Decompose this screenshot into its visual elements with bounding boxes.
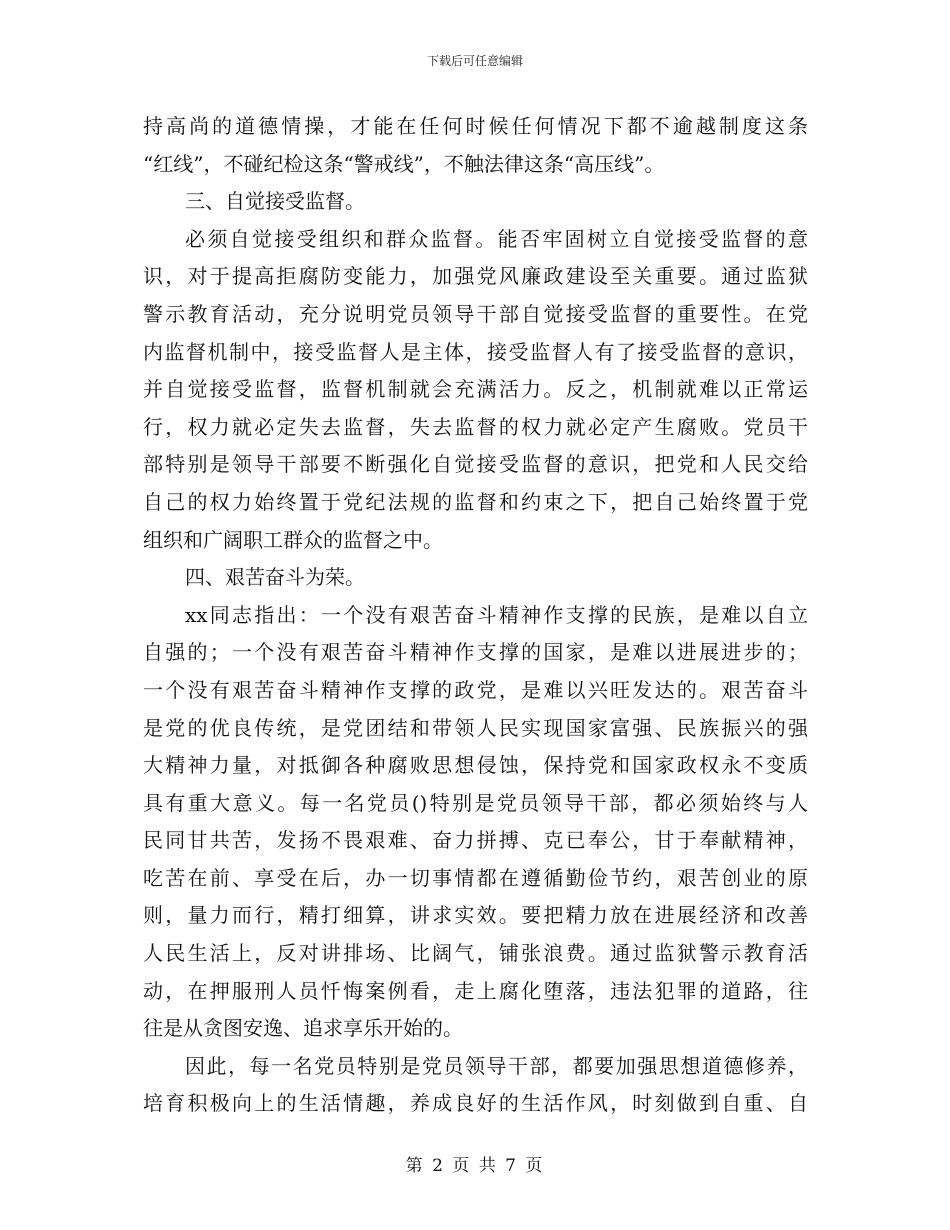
text-line: 吃苦在前、享受在后，办一切事情都在遵循勤俭节约，艰苦创业的原	[143, 865, 808, 890]
text-line: 三、自觉接受监督。	[185, 189, 365, 214]
text-line: 四、艰苦奋斗为荣。	[185, 565, 365, 590]
text-line: 人民生活上，反对讲排场、比阔气，铺张浪费。通过监狱警示教育活	[143, 941, 808, 966]
text-line: 自强的；一个没有艰苦奋斗精神作支撑的国家，是难以进展进步的；	[143, 640, 808, 665]
text-line: 一个没有艰苦奋斗精神作支撑的政党，是难以兴旺发达的。艰苦奋斗	[143, 677, 808, 702]
text-line: 组织和广阔职工群众的监督之中。	[143, 527, 443, 552]
text-line: 培育积极向上的生活情趣，养成良好的生活作风，时刻做到自重、自	[143, 1091, 808, 1116]
text-line: 往是从贪图安逸、追求享乐开始的。	[143, 1016, 463, 1041]
text-line: 动，在押服刑人员忏悔案例看，走上腐化堕落，违法犯罪的道路，往	[143, 978, 808, 1003]
text-line: “红线”，不碰纪检这条“警戒线”，不触法律这条“高压线”。	[143, 151, 665, 176]
text-line: 是党的优良传统，是党团结和带领人民实现国家富强、民族振兴的强	[143, 715, 808, 740]
text-line: 行，权力就必定失去监督，失去监督的权力就必定产生腐败。党员干	[143, 414, 808, 439]
page-header-note: 下载后可任意编辑	[426, 54, 523, 68]
document-body	[143, 108, 808, 1123]
page-number-footer: 第 2 页 共 7 页	[405, 1156, 545, 1176]
text-line: xx同志指出：一个没有艰苦奋斗精神作支撑的民族，是难以自立	[185, 602, 808, 627]
text-line: 警示教育活动，充分说明党员领导干部自觉接受监督的重要性。在党	[143, 301, 808, 326]
text-line: 因此，每一名党员特别是党员领导干部，都要加强思想道德修养，	[185, 1053, 808, 1078]
text-line: 自己的权力始终置于党纪法规的监督和约束之下，把自己始终置于党	[143, 489, 808, 514]
text-line: 部特别是领导干部要不断强化自觉接受监督的意识，把党和人民交给	[143, 452, 808, 477]
text-line: 民同甘共苦，发扬不畏艰难、奋力拼搏、克已奉公，甘于奉献精神，	[143, 828, 808, 853]
text-line: 大精神力量，对抵御各种腐败思想侵蚀，保持党和国家政权永不变质	[143, 753, 808, 778]
text-line: 必须自觉接受组织和群众监督。能否牢固树立自觉接受监督的意	[185, 226, 808, 251]
text-line: 内监督机制中，接受监督人是主体，接受监督人有了接受监督的意识，	[143, 339, 808, 364]
text-line: 具有重大意义。每一名党员()特别是党员领导干部，都必须始终与人	[143, 790, 808, 815]
text-line: 并自觉接受监督，监督机制就会充满活力。反之，机制就难以正常运	[143, 377, 808, 402]
text-line: 持高尚的道德情操，才能在任何时候任何情况下都不逾越制度这条	[143, 114, 808, 138]
text-line: 识，对于提高拒腐防变能力，加强党风廉政建设至关重要。通过监狱	[143, 264, 808, 289]
text-line: 则，量力而行，精打细算，讲求实效。要把精力放在进展经济和改善	[143, 903, 808, 928]
